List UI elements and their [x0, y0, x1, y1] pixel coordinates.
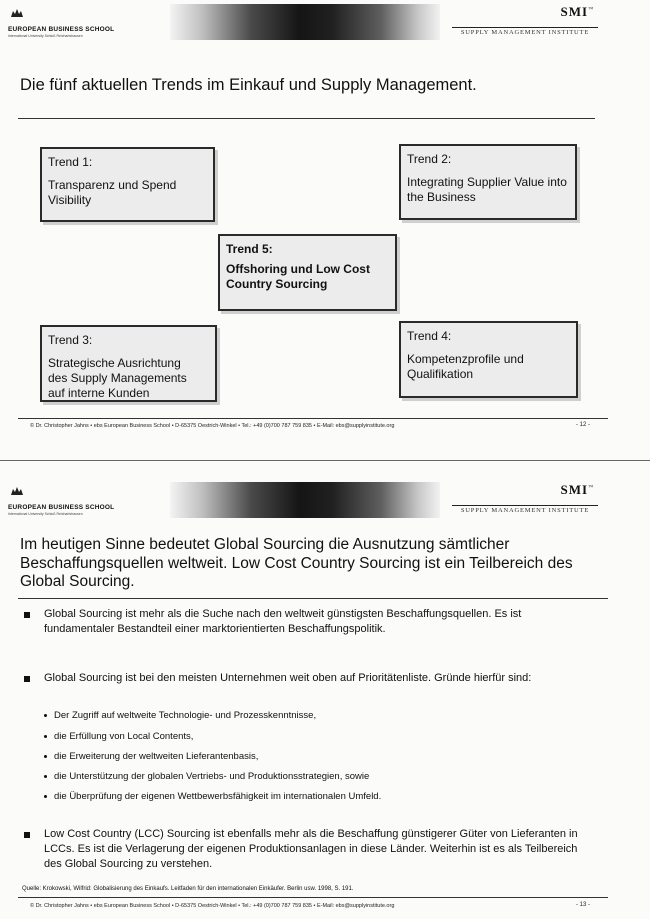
dot-bullet-icon — [44, 795, 47, 798]
footer-divider — [18, 897, 608, 898]
logo-subtitle: International University Schloß Reichartshausen — [8, 512, 83, 516]
logo-subtitle: International University Schloß Reichartshausen — [8, 34, 83, 38]
footer-divider — [18, 418, 608, 419]
square-bullet-icon — [24, 676, 30, 682]
dot-bullet-icon — [44, 775, 47, 778]
slide-gap — [0, 440, 650, 478]
bullet-1-text: Global Sourcing ist mehr als die Suche nach den weltweit günstigsten Beschaffungsquellen. Es ist fundamentaler Bestandteil einer marktorientierten Beschaffungspolitik. — [44, 608, 522, 635]
ebs-emblem-icon — [10, 8, 24, 18]
trend-2-title: Trend 2: — [407, 152, 452, 166]
trend-3-box — [40, 325, 217, 402]
smi-tm: ™ — [588, 485, 594, 491]
trend-5-box — [218, 234, 397, 311]
square-bullet-icon — [24, 612, 30, 618]
smi-logo — [561, 482, 594, 498]
ebs-emblem-icon — [10, 486, 24, 496]
trend-4-body: Kompetenzprofile und Qualifikation — [407, 352, 524, 381]
bullet-2-text: Global Sourcing ist bei den meisten Unternehmen weit oben auf Prioritätenliste. Gründe hierfür sind: — [44, 672, 532, 684]
title-divider — [18, 118, 595, 119]
page-separator — [0, 460, 650, 461]
dot-bullet-icon — [44, 755, 47, 758]
smi-logo — [561, 4, 594, 20]
page-number: - 12 - — [576, 422, 591, 428]
trend-5-title: Trend 5: — [226, 242, 273, 256]
trend-3-body: Strategische Ausrichtung des Supply Managements auf interne Kunden — [48, 356, 187, 400]
trend-1-box — [40, 147, 215, 222]
bullet-3-text: Low Cost Country (LCC) Sourcing ist ebenfalls mehr als die Beschaffung günstigerer Güter von Lieferanten in LCCs. Es ist die Verlagerung der eigenen Produktionsanlagen in diese Länder. Weiterhin ist es als Teilbereich des Global Sourcing zu verstehen. — [44, 828, 578, 870]
trend-2-body: Integrating Supplier Value into the Business — [407, 175, 567, 204]
bullet-global-sourcing — [24, 607, 594, 637]
list-item: Der Zugriff auf weltweite Technologie- und Prozesskenntnisse, — [44, 710, 316, 721]
footer-text: © Dr. Christopher Jahns • ebs European Business School • D-65375 Oestrich-Winkel • Tel.: +49 (0)700 787 759 835 • E-Mail: ebs@supplyinstitute.org — [30, 903, 395, 909]
smi-subtitle: SUPPLY MANAGEMENT INSTITUTE — [452, 505, 598, 514]
trend-5-body: Offshoring und Low Cost Country Sourcing — [226, 262, 370, 291]
slide-title: Im heutigen Sinne bedeutet Global Sourcing die Ausnutzung sämtlicher Beschaffungsquellen weltweit. Low Cost Country Sourcing ist ein Teilbereich des Global Sourcing. — [20, 536, 573, 590]
trend-3-title: Trend 3: — [48, 333, 93, 347]
list-item: die Unterstützung der globalen Vertriebs- und Produktionsstrategien, sowie — [44, 771, 369, 782]
title-divider — [18, 598, 608, 599]
trend-2-box — [399, 144, 577, 220]
header-gradient-bar — [170, 482, 440, 518]
source-citation: Quelle: Krokowski, Wilfrid: Globalisierung des Einkaufs. Leitfaden für den internationalen Einkäufer. Berlin usw. 1998, S. 191. — [22, 886, 354, 892]
dot-bullet-icon — [44, 714, 47, 717]
slide-13 — [0, 478, 650, 919]
smi-name: SMI — [560, 4, 589, 19]
page-number: - 13 - — [576, 902, 591, 908]
trend-4-box — [399, 321, 578, 398]
slide-12 — [0, 0, 650, 440]
list-item: die Überprüfung der eigenen Wettbewerbsfähigkeit im internationalen Umfeld. — [44, 791, 381, 802]
smi-tm: ™ — [588, 7, 594, 13]
trend-1-title: Trend 1: — [48, 155, 93, 169]
trend-1-body: Transparenz und Spend Visibility — [48, 178, 177, 207]
logo-name: EUROPEAN BUSINESS SCHOOL — [8, 26, 115, 33]
bullet-priority — [24, 671, 594, 686]
smi-subtitle: SUPPLY MANAGEMENT INSTITUTE — [452, 27, 598, 36]
logo-name: EUROPEAN BUSINESS SCHOOL — [8, 504, 115, 511]
trend-4-title: Trend 4: — [407, 329, 452, 343]
smi-name: SMI — [560, 482, 589, 497]
dot-bullet-icon — [44, 735, 47, 738]
list-item: die Erfüllung von Local Contents, — [44, 731, 193, 742]
footer-text: © Dr. Christopher Jahns • ebs European Business School • D-65375 Oestrich-Winkel • Tel.: +49 (0)700 787 759 835 • E-Mail: ebs@supplyinstitute.org — [30, 423, 395, 429]
slide-title: Die fünf aktuellen Trends im Einkauf und Supply Management. — [20, 76, 477, 94]
list-item: die Erweiterung der weltweiten Lieferantenbasis, — [44, 751, 258, 762]
square-bullet-icon — [24, 832, 30, 838]
header-gradient-bar — [170, 4, 440, 40]
bullet-lcc-sourcing — [24, 827, 594, 872]
